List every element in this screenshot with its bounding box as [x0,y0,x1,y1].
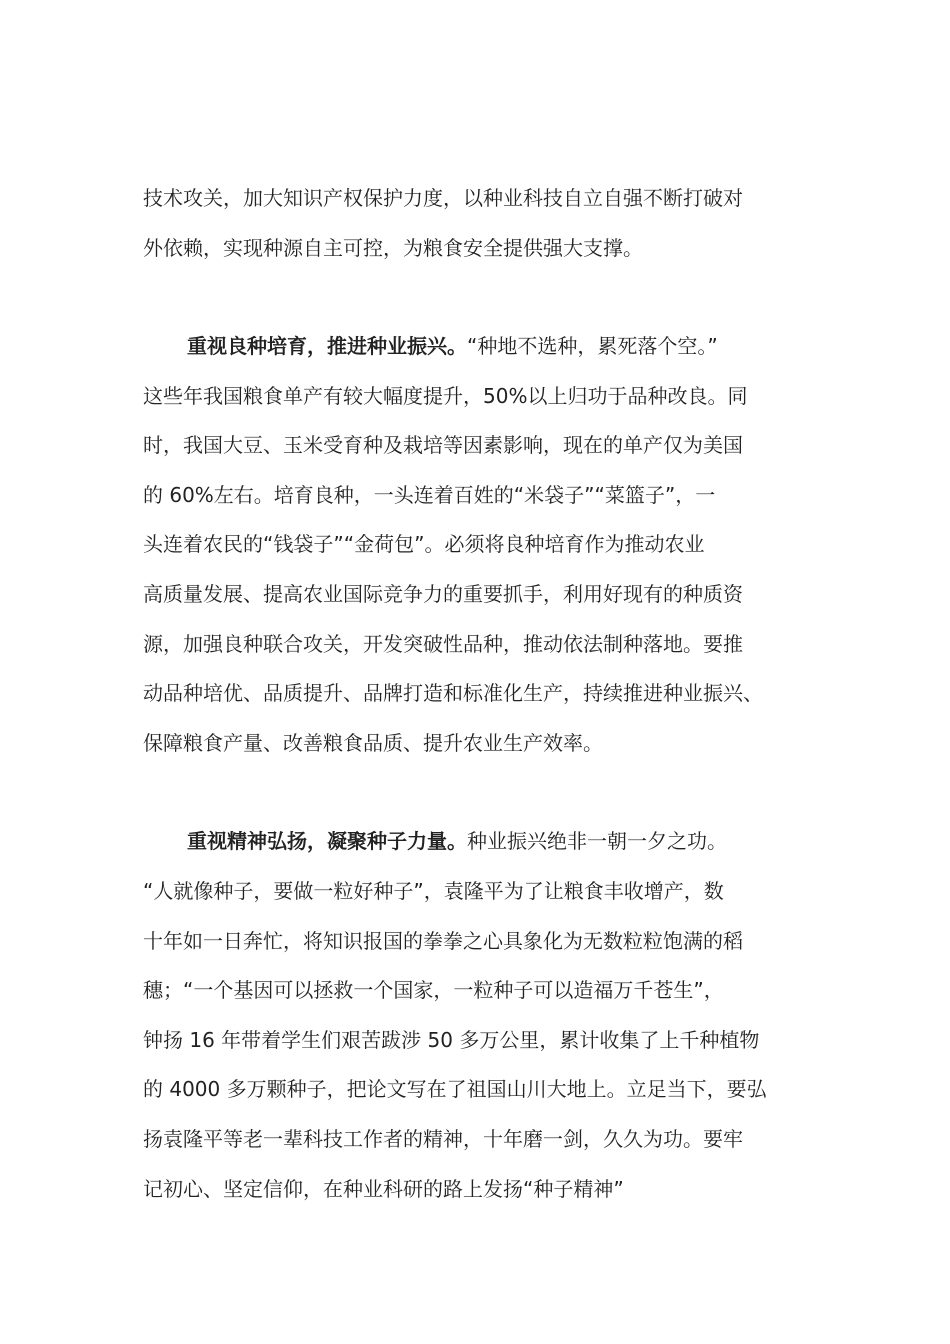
paragraph-2-line: 动品种培优、品质提升、品牌打造和标准化生产，持续推进种业振兴、 [143,681,763,705]
paragraph-3-line: 扬袁隆平等老一辈科技工作者的精神，十年磨一剑，久久为功。要牢 [143,1127,743,1151]
paragraph-1-line-2: 外依赖，实现种源自主可控，为粮食安全提供强大支撑。 [143,236,643,260]
paragraph-2-line: 的 60%左右。培育良种，一头连着百姓的“米袋子”“菜篮子”，一 [143,483,716,507]
paragraph-2-line: 源，加强良种联合攻关，开发突破性品种，推动依法制种落地。要推 [143,632,743,656]
paragraph-3-line: 十年如一日奔忙，将知识报国的拳拳之心具象化为无数粒粒饱满的稻 [143,929,743,953]
paragraph-2-line: 高质量发展、提高农业国际竞争力的重要抓手，利用好现有的种质资 [143,582,743,606]
paragraph-2-first-line [187,330,718,362]
paragraph-3-heading: 重视精神弘扬，凝聚种子力量。 [187,829,467,853]
paragraph-2-line: 保障粮食产量、改善粮食品质、提升农业生产效率。 [143,731,603,755]
paragraph-3-first-line [187,825,727,857]
paragraph-2-line: 头连着农民的“钱袋子”“金荷包”。必须将良种培育作为推动农业 [143,532,705,556]
paragraph-3-line: 钟扬 16 年带着学生们艰苦跋涉 50 多万公里，累计收集了上千种植物 [143,1028,760,1052]
paragraph-2-heading: 重视良种培育，推进种业振兴。 [187,334,467,358]
paragraph-3-line: 的 4000 多万颗种子，把论文写在了祖国山川大地上。立足当下，要弘 [143,1077,767,1101]
paragraph-3-line: 记初心、坚定信仰，在种业科研的路上发扬“种子精神” [143,1177,624,1201]
paragraph-3-line: 穗；“一个基因可以拯救一个国家，一粒种子可以造福万千苍生”， [143,978,724,1002]
paragraph-1-line-1: 技术攻关，加大知识产权保护力度，以种业科技自立自强不断打破对 [143,186,743,210]
paragraph-3-first-line-text: 种业振兴绝非一朝一夕之功。 [467,829,727,853]
paragraph-2-first-line-text: “种地不选种，累死落个空。” [467,334,718,358]
paragraph-2-line: 这些年我国粮食单产有较大幅度提升，50%以上归功于品种改良。同 [143,384,748,408]
paragraph-3-line: “人就像种子，要做一粒好种子”，袁隆平为了让粮食丰收增产，数 [143,879,724,903]
paragraph-2-line: 时，我国大豆、玉米受育种及栽培等因素影响，现在的单产仅为美国 [143,433,743,457]
